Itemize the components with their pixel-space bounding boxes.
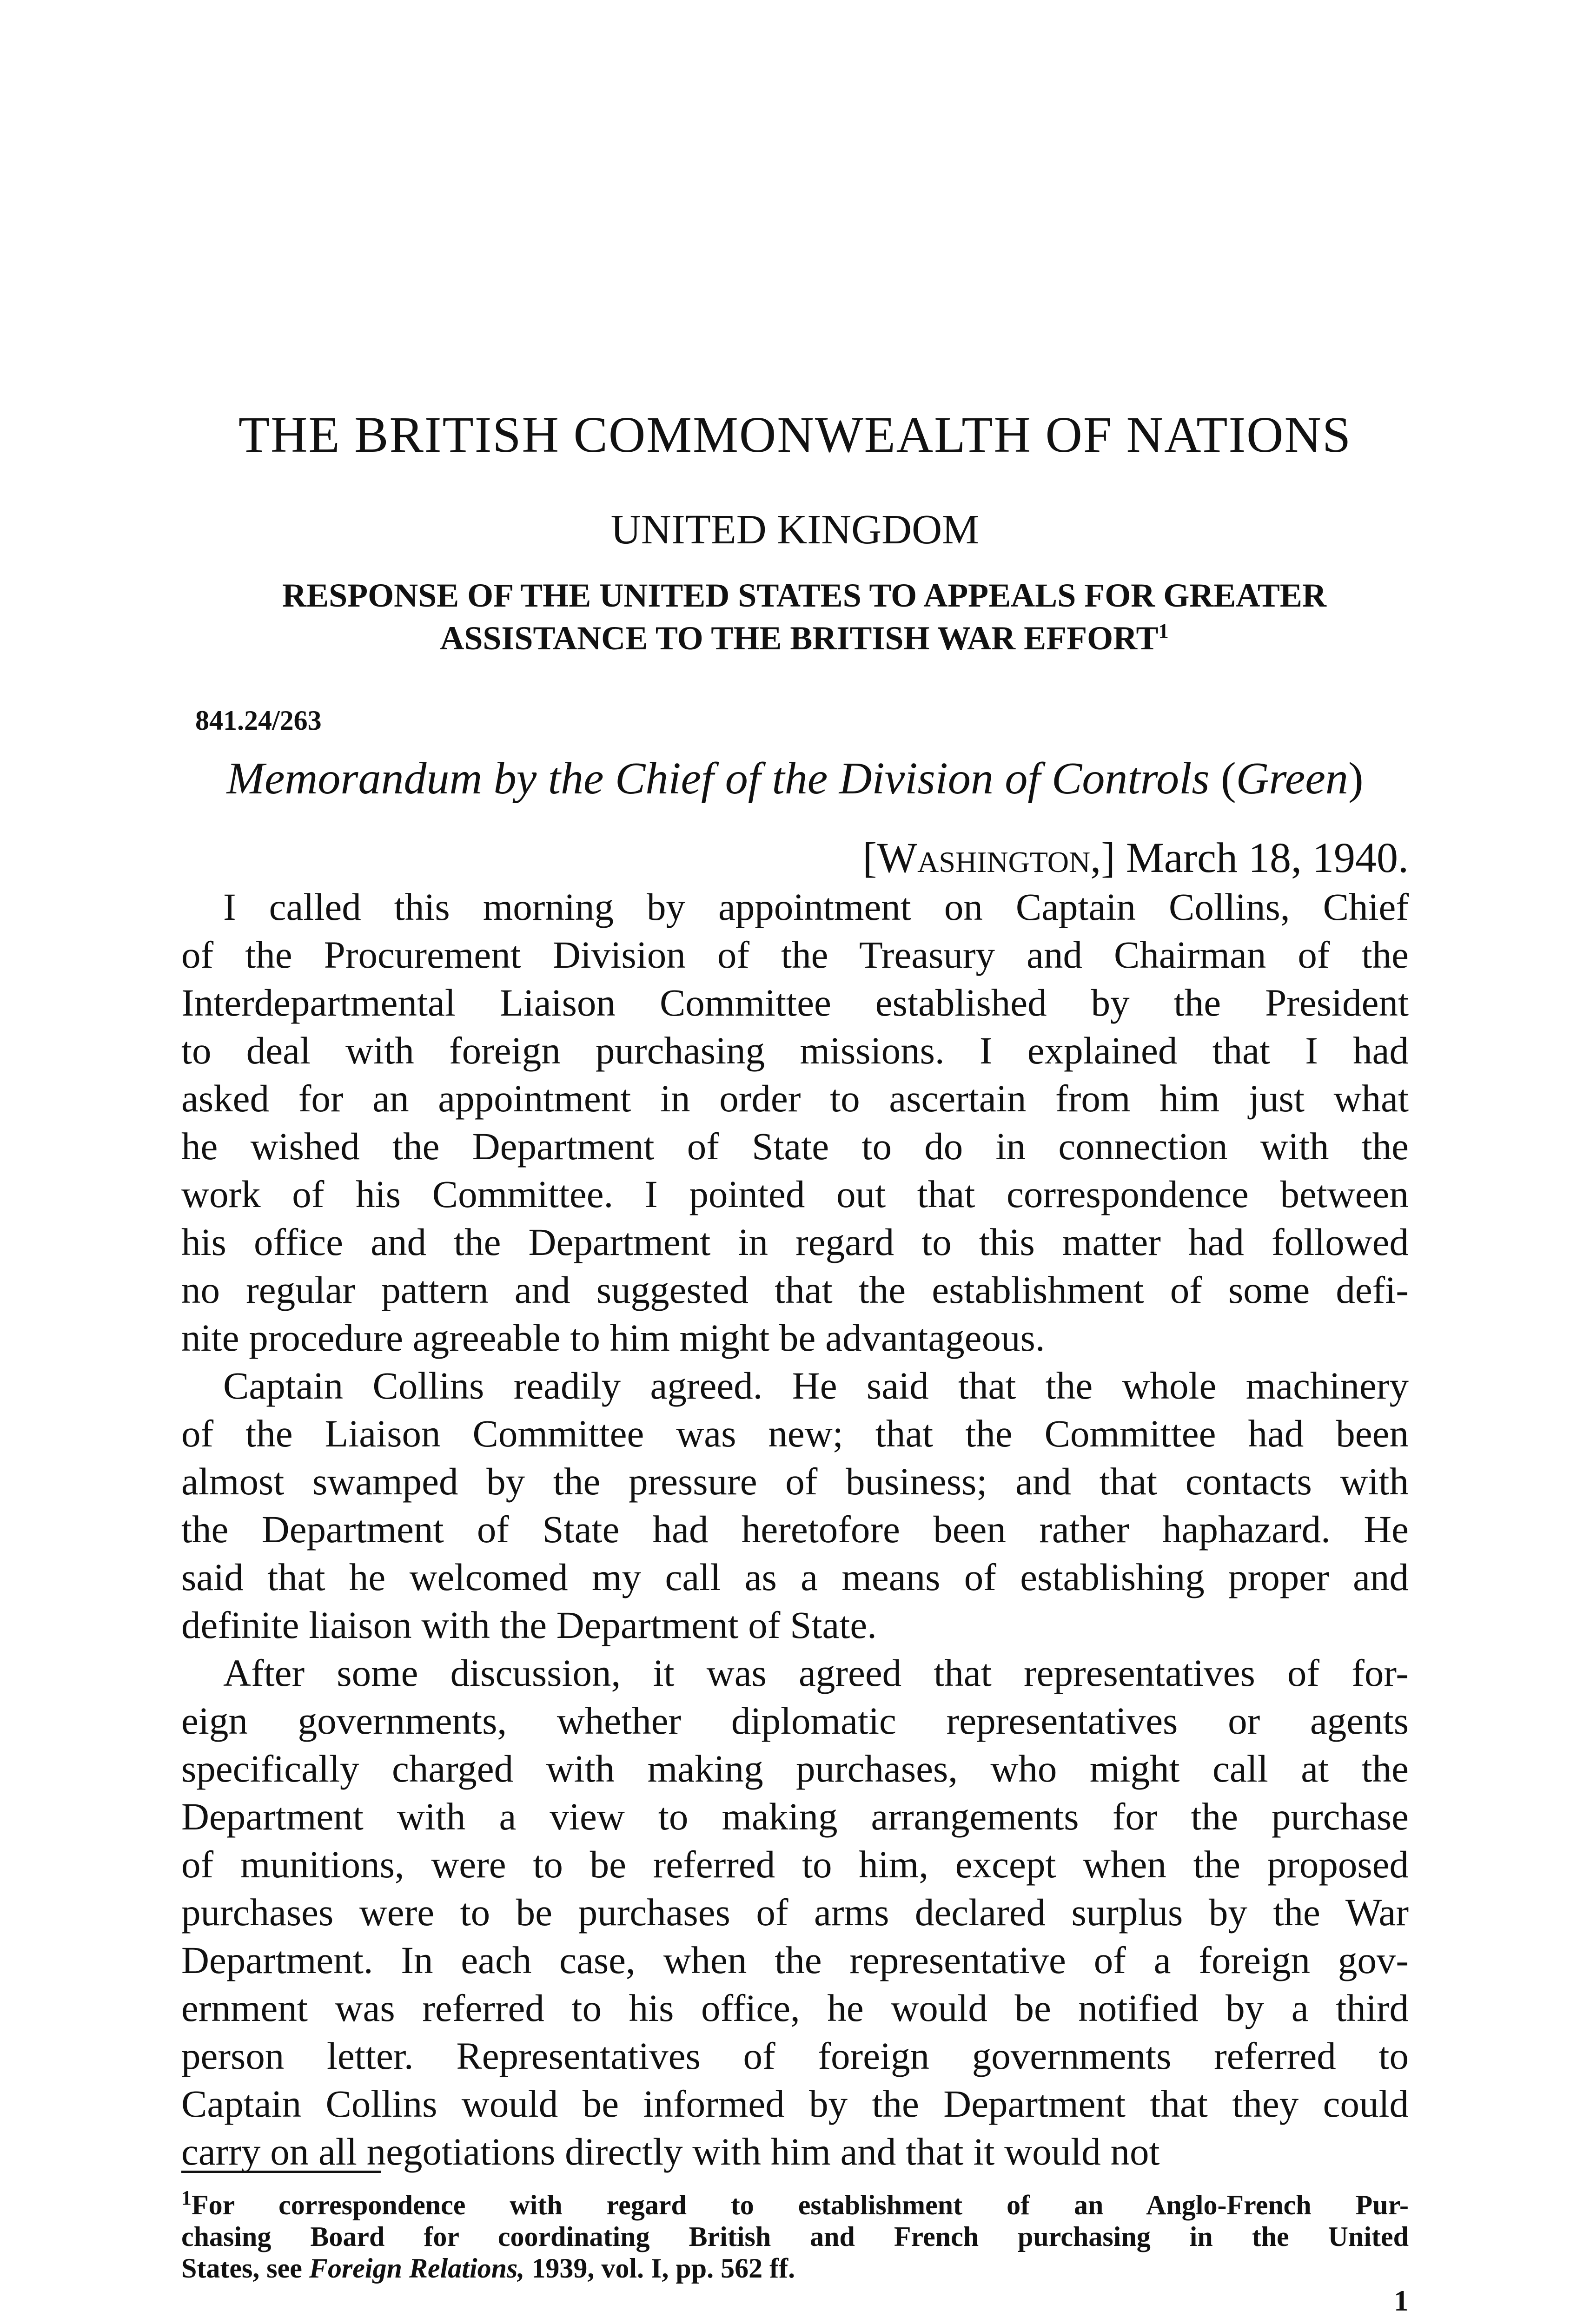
body-line: person letter. Representatives of foreign governments referred to bbox=[181, 2034, 1409, 2077]
footnote-text: States, see bbox=[181, 2253, 302, 2284]
body-line: almost swamped by the pressure of business; and that contacts with bbox=[181, 1460, 1409, 1503]
document-author-name: Green bbox=[1236, 753, 1348, 804]
footnote-line bbox=[181, 2186, 1409, 2221]
dateline-place: [Washington,] bbox=[862, 834, 1115, 881]
document-title bbox=[0, 751, 1590, 806]
body-line: the Department of State had heretofore been rather haphazard. He bbox=[181, 1508, 1409, 1551]
footnote bbox=[181, 2186, 1409, 2284]
body-line: purchases were to be purchases of arms declared surplus by the War bbox=[181, 1891, 1409, 1934]
body-line: he wished the Department of State to do in connection with the bbox=[181, 1125, 1409, 1168]
body-line: I called this morning by appointment on Captain Collins, Chief bbox=[223, 885, 1409, 928]
body-line: Department with a view to making arrangements for the purchase bbox=[181, 1795, 1409, 1838]
footnote-line bbox=[181, 2252, 1409, 2284]
collection-heading: THE BRITISH COMMONWEALTH OF NATIONS bbox=[238, 406, 1352, 463]
body-line: Captain Collins readily agreed. He said that the whole machinery bbox=[223, 1364, 1409, 1407]
footnote-citation-title: Foreign Relations, bbox=[309, 2253, 525, 2284]
body-line: of munitions, were to be referred to him, except when the proposed bbox=[181, 1843, 1409, 1886]
body-line: work of his Committee. I pointed out that correspondence between bbox=[181, 1173, 1409, 1215]
body-line: After some discussion, it was agreed that representatives of for- bbox=[223, 1651, 1409, 1694]
footnote-divider bbox=[181, 2171, 381, 2173]
file-number: 841.24/263 bbox=[195, 705, 322, 736]
document-title-text: Memorandum by the Chief of the Division of Controls bbox=[226, 753, 1210, 804]
dateline bbox=[863, 832, 1409, 883]
body-line: Department. In each case, when the representative of a foreign gov- bbox=[181, 1939, 1409, 1981]
body-line: ernment was referred to his office, he would be notified by a third bbox=[181, 1987, 1409, 2029]
body-line: asked for an appointment in order to ascertain from him just what bbox=[181, 1077, 1409, 1120]
body-line: carry on all negotiations directly with him and that it would not bbox=[181, 2130, 1160, 2173]
body-line: nite procedure agreeable to him might be advantageous. bbox=[181, 1316, 1045, 1359]
footnote-line: chasing Board for coordinating British and French purchasing in the United bbox=[181, 2221, 1409, 2252]
body-line: specifically charged with making purchases, who might call at the bbox=[181, 1747, 1409, 1790]
footnote-reference[interactable]: 1 bbox=[1158, 620, 1169, 642]
subject-heading bbox=[200, 574, 1409, 660]
body-line: Captain Collins would be informed by the Department that they could bbox=[181, 2082, 1409, 2125]
body-line: definite liaison with the Department of State. bbox=[181, 1604, 877, 1646]
body-line: of the Liaison Committee was new; that the Committee had been bbox=[181, 1412, 1409, 1455]
subject-line-text: ASSISTANCE TO THE BRITISH WAR EFFORT bbox=[440, 620, 1159, 657]
body-line: to deal with foreign purchasing missions. I explained that I had bbox=[181, 1029, 1409, 1072]
body-line: no regular pattern and suggested that the establishment of some defi- bbox=[181, 1268, 1409, 1311]
body-line: of the Procurement Division of the Treasury and Chairman of the bbox=[181, 933, 1409, 976]
body-paragraph bbox=[181, 1362, 1409, 1649]
document-author: (Green) bbox=[1221, 753, 1364, 804]
footnote-text: For correspondence with regard to establishment of an Anglo-French Pur- bbox=[192, 2190, 1409, 2220]
subject-line bbox=[200, 617, 1409, 660]
page-number: 1 bbox=[1394, 2284, 1409, 2317]
body-line: said that he welcomed my call as a means of establishing proper and bbox=[181, 1556, 1409, 1598]
body-line: eign governments, whether diplomatic representatives or agents bbox=[181, 1699, 1409, 1742]
body-paragraph bbox=[181, 883, 1409, 1362]
footnote-number: 1 bbox=[181, 2186, 192, 2209]
memorandum-body bbox=[181, 883, 1409, 2176]
body-line: Interdepartmental Liaison Committee established by the President bbox=[181, 981, 1409, 1024]
body-paragraph bbox=[181, 1649, 1409, 2176]
dateline-date: March 18, 1940. bbox=[1126, 834, 1409, 881]
body-line: his office and the Department in regard to this matter had followed bbox=[181, 1221, 1409, 1263]
subject-line: RESPONSE OF THE UNITED STATES TO APPEALS FOR GREATER bbox=[282, 577, 1326, 614]
country-heading: UNITED KINGDOM bbox=[610, 507, 980, 553]
footnote-text: 1939, vol. I, pp. 562 ff. bbox=[531, 2253, 795, 2284]
